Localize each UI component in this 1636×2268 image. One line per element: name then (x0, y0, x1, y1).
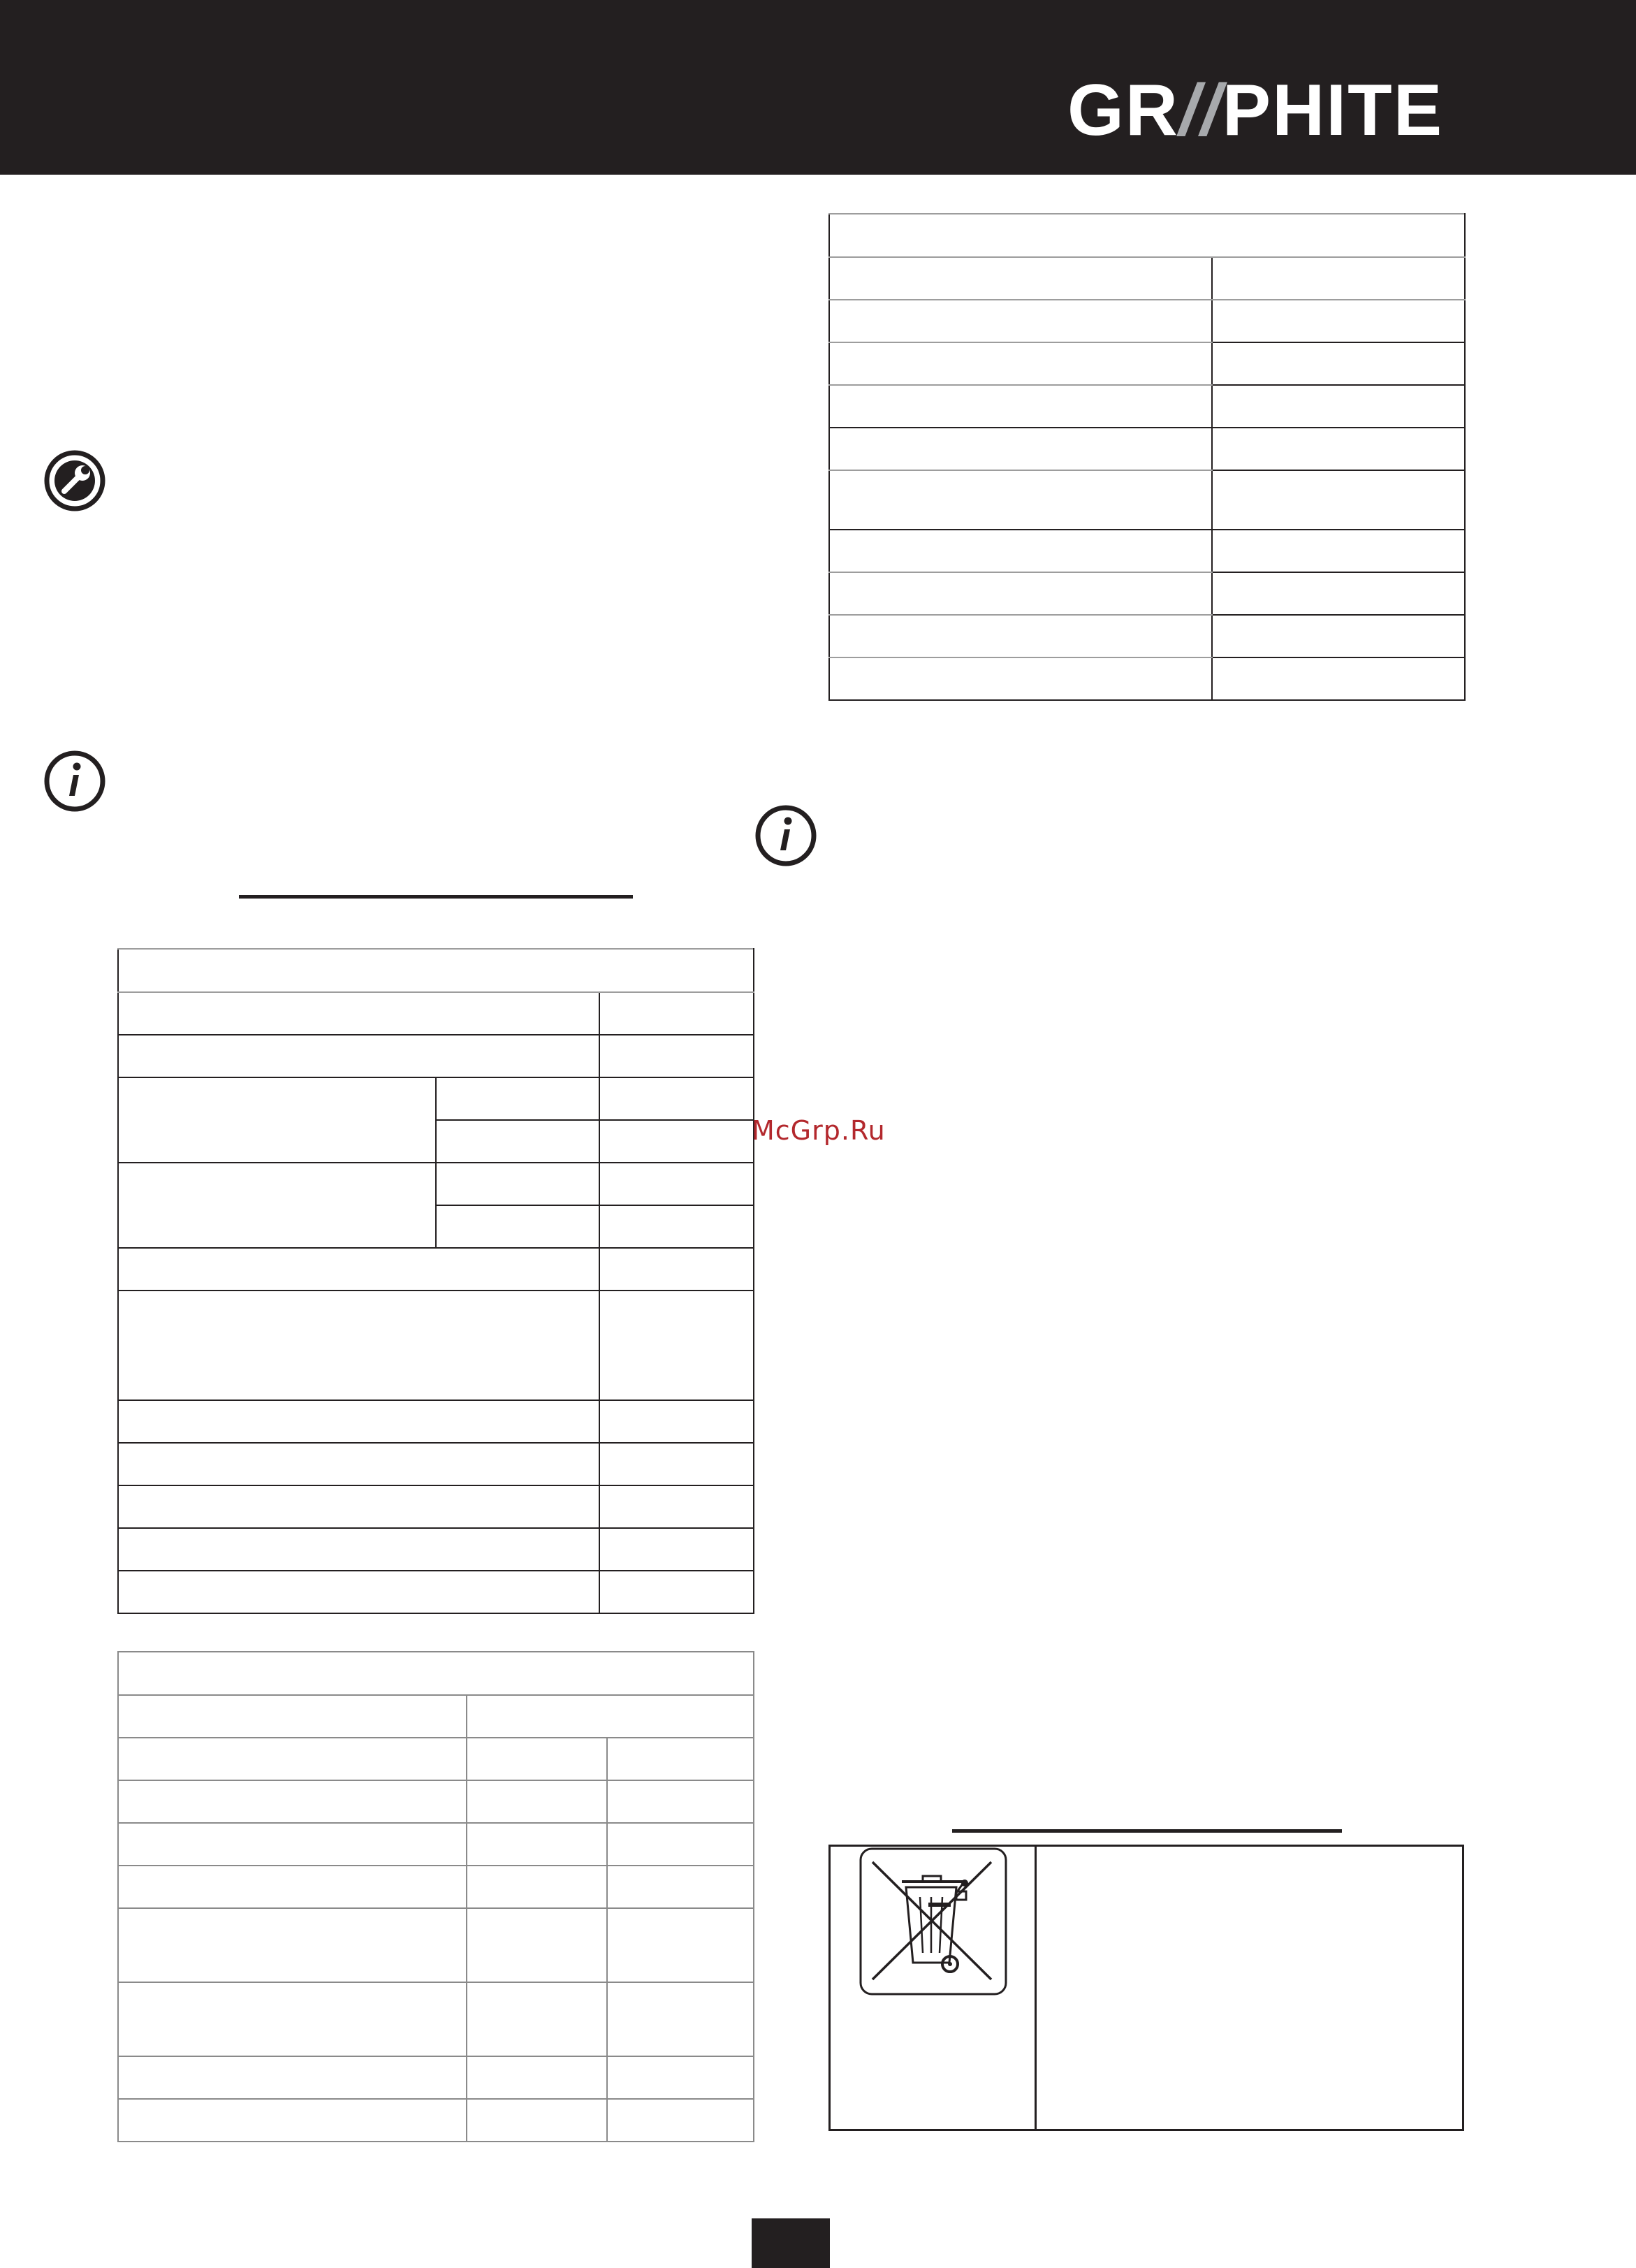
table-cell (436, 1120, 599, 1163)
table-cell (467, 1738, 607, 1780)
page-number-tab (752, 2218, 830, 2268)
table-cell (599, 1163, 754, 1205)
table-cell (1212, 470, 1465, 530)
table-cell (607, 1866, 754, 1908)
table-cell (607, 1780, 754, 1823)
table-cell (118, 992, 599, 1035)
table-cell (599, 1571, 754, 1613)
table-cell (829, 530, 1212, 572)
brand-logo-right: PHITE (1222, 70, 1444, 151)
disposal-info-box (828, 1845, 1464, 2131)
table-cell (829, 385, 1212, 428)
table-cell (118, 1248, 599, 1291)
table-cell (436, 1205, 599, 1248)
info-icon (754, 804, 817, 867)
table-cell (607, 1982, 754, 2056)
table-cell (118, 2099, 467, 2142)
table-cell (118, 949, 754, 992)
table-cell (829, 657, 1212, 700)
table-cell (118, 2056, 467, 2099)
table-cell (829, 342, 1212, 385)
table-cell (467, 1823, 607, 1866)
table-cell (118, 1866, 467, 1908)
table-cell (118, 1291, 599, 1400)
table-cell (1212, 530, 1465, 572)
section-heading-rule (239, 895, 633, 899)
table-cell (599, 1528, 754, 1571)
table-cell (118, 1695, 467, 1738)
brand-logo (1067, 70, 1444, 151)
table-cell (118, 1571, 599, 1613)
table-cell (599, 992, 754, 1035)
info-icon (43, 750, 106, 813)
table-cell (599, 1077, 754, 1120)
table-cell (118, 1485, 599, 1528)
watermark-text: McGrp.Ru (752, 1115, 886, 1146)
section-heading-rule (952, 1829, 1342, 1833)
table-cell (467, 1695, 754, 1738)
table-cell (1212, 300, 1465, 342)
table-cell (599, 1248, 754, 1291)
table-cell (607, 1908, 754, 1982)
table-cell (118, 1163, 436, 1248)
table-cell (829, 214, 1465, 257)
table-cell (467, 1908, 607, 1982)
table-cell (829, 615, 1212, 657)
table-cell (436, 1077, 599, 1120)
table-cell (118, 1077, 436, 1163)
table-cell (118, 1823, 467, 1866)
wrench-icon (43, 449, 106, 512)
table-cell (1212, 615, 1465, 657)
crossed-wheelie-bin-icon (859, 1847, 1008, 1996)
table-cell (607, 1738, 754, 1780)
table-cell (467, 1866, 607, 1908)
table-cell (1212, 572, 1465, 615)
technical-data-table (828, 213, 1466, 701)
table-cell (829, 257, 1212, 300)
table-cell (118, 1400, 599, 1443)
table-cell (1212, 257, 1465, 300)
table-cell (118, 1652, 754, 1695)
table-cell (118, 1908, 467, 1982)
table-cell (118, 1443, 599, 1485)
table-cell (599, 1443, 754, 1485)
noise-vibration-table (117, 1651, 754, 2142)
table-cell (1212, 428, 1465, 470)
table-cell (118, 1780, 467, 1823)
table-cell (599, 1400, 754, 1443)
table-cell (467, 2099, 607, 2142)
brand-logo-left: GR (1067, 70, 1179, 151)
table-cell (1212, 657, 1465, 700)
table-cell (829, 428, 1212, 470)
table-cell (607, 2056, 754, 2099)
table-cell (467, 1982, 607, 2056)
table-cell (118, 1738, 467, 1780)
table-cell (829, 572, 1212, 615)
disposal-box-divider (1035, 1847, 1037, 2129)
table-cell (607, 1823, 754, 1866)
table-cell (599, 1485, 754, 1528)
table-cell (118, 1035, 599, 1077)
table-cell (1212, 342, 1465, 385)
table-cell (118, 1528, 599, 1571)
table-cell (829, 300, 1212, 342)
table-cell (599, 1291, 754, 1400)
table-cell (436, 1163, 599, 1205)
table-cell (599, 1035, 754, 1077)
table-cell (467, 1780, 607, 1823)
table-cell (118, 1982, 467, 2056)
specifications-table (117, 948, 754, 1614)
table-cell (607, 2099, 754, 2142)
table-cell (599, 1120, 754, 1163)
table-cell (599, 1205, 754, 1248)
brand-logo-slash: // (1179, 70, 1222, 151)
table-cell (829, 470, 1212, 530)
table-cell (1212, 385, 1465, 428)
table-cell (467, 2056, 607, 2099)
